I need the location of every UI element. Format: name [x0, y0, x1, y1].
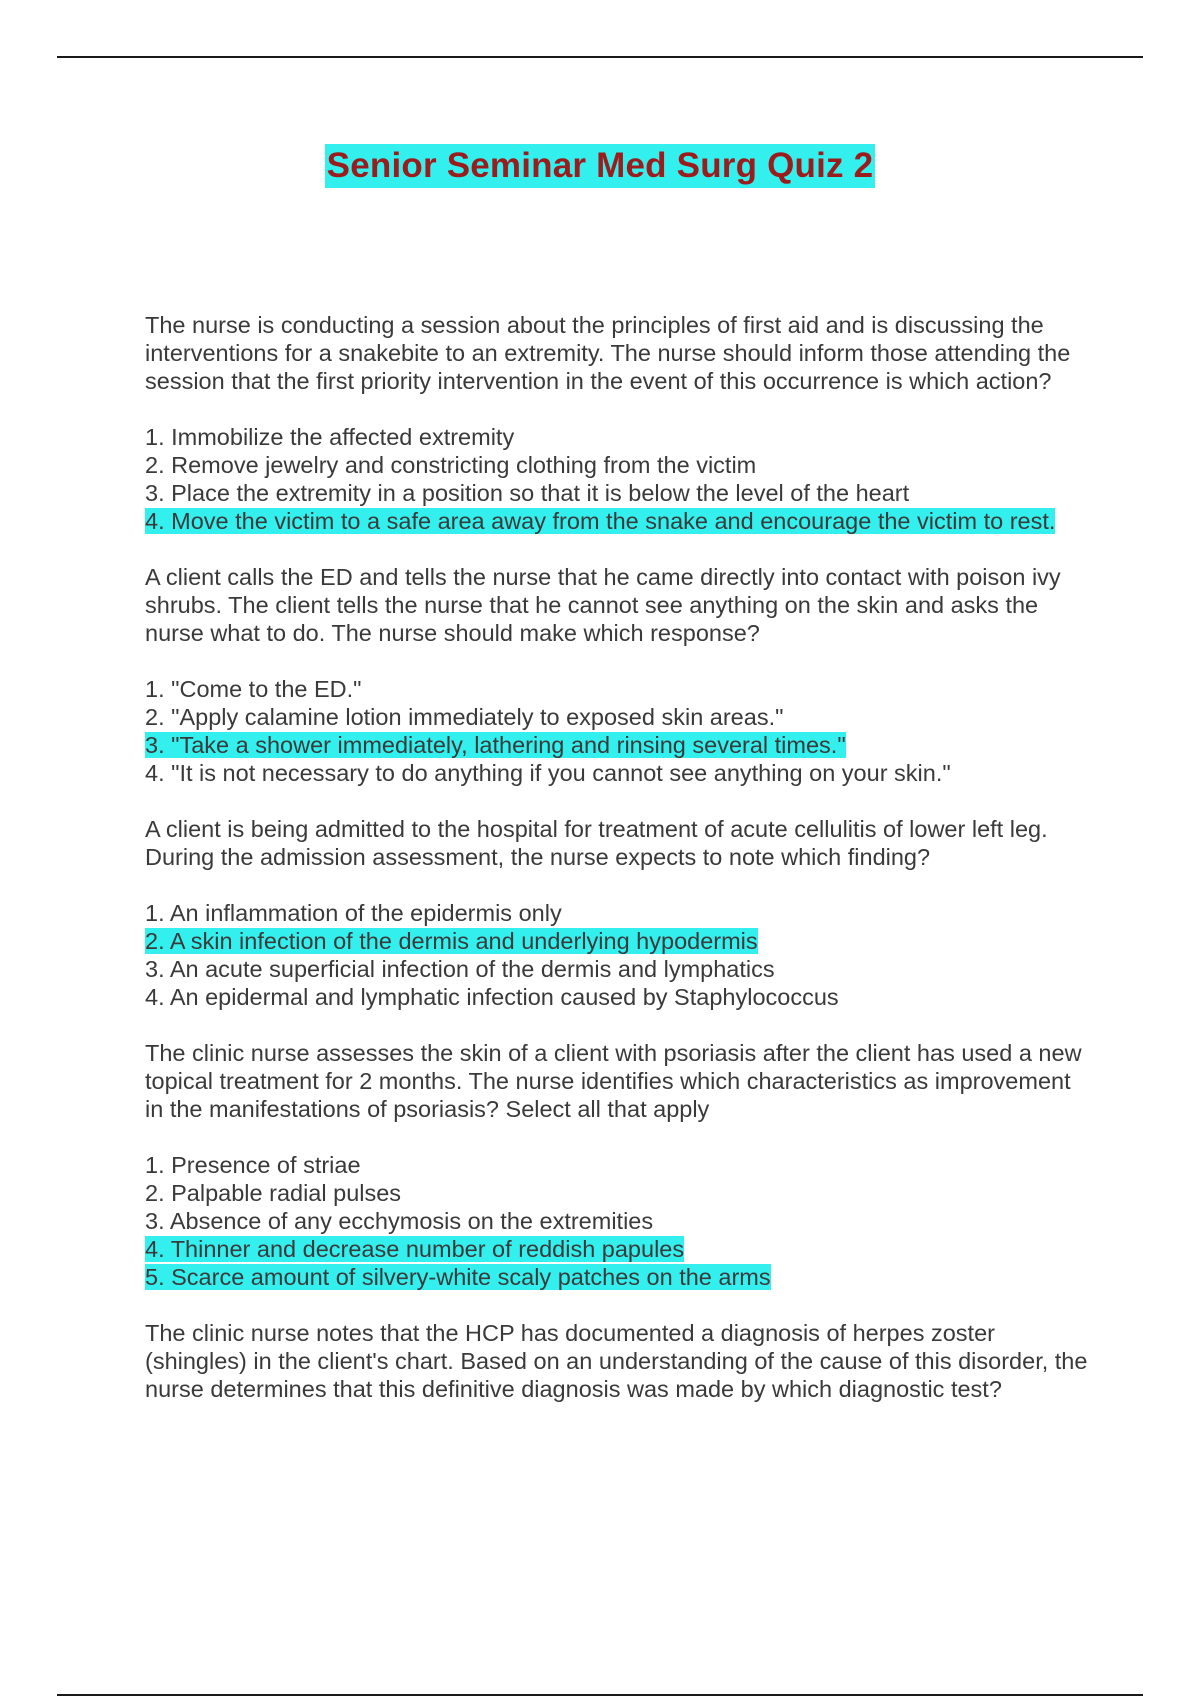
answer-options [145, 899, 1095, 1011]
answer-option: 3. Absence of any ecchymosis on the extremities [145, 1208, 654, 1234]
document-title: Senior Seminar Med Surg Quiz 2 [325, 144, 876, 188]
answer-option: 3. An acute superficial infection of the dermis and lymphatics [145, 956, 775, 982]
top-rule [57, 56, 1143, 58]
answer-option: 3. Place the extremity in a position so that it is below the level of the heart [145, 480, 910, 506]
answer-options [145, 1151, 1095, 1291]
question-5 [145, 1319, 1095, 1403]
answer-option-highlighted: 4. Move the victim to a safe area away from the snake and encourage the victim to rest. [145, 508, 1056, 534]
title-wrap [0, 144, 1200, 188]
answer-options [145, 675, 1095, 787]
question-stem: A client is being admitted to the hospital for treatment of acute cellulitis of lower left leg. During the admission assessment, the nurse expects to note which finding? [145, 816, 1048, 870]
answer-option-highlighted: 4. Thinner and decrease number of reddish papules [145, 1236, 685, 1262]
answer-option: 2. Remove jewelry and constricting clothing from the victim [145, 452, 757, 478]
answer-option: 2. Palpable radial pulses [145, 1180, 402, 1206]
question-3 [145, 815, 1095, 1011]
question-stem: A client calls the ED and tells the nurse that he came directly into contact with poison ivy shrubs. The client tells the nurse that he cannot see anything on the skin and asks the nurse what to do. The nurse should make which response? [145, 564, 1061, 646]
question-2 [145, 563, 1095, 787]
question-4 [145, 1039, 1095, 1291]
bottom-rule [57, 1694, 1143, 1696]
answer-option: 1. "Come to the ED." [145, 676, 362, 702]
answer-option: 1. An inflammation of the epidermis only [145, 900, 562, 926]
answer-options [145, 423, 1095, 535]
answer-option: 4. An epidermal and lymphatic infection caused by Staphylococcus [145, 984, 839, 1010]
answer-option: 1. Presence of striae [145, 1152, 361, 1178]
answer-option-highlighted: 3. "Take a shower immediately, lathering and rinsing several times." [145, 732, 846, 758]
answer-option-highlighted: 5. Scarce amount of silvery-white scaly patches on the arms [145, 1264, 771, 1290]
answer-option: 2. "Apply calamine lotion immediately to exposed skin areas." [145, 704, 784, 730]
answer-option-highlighted: 2. A skin infection of the dermis and underlying hypodermis [145, 928, 758, 954]
question-1 [145, 311, 1095, 535]
question-stem: The nurse is conducting a session about the principles of first aid and is discussing the interventions for a snakebite to an extremity. The nurse should inform those attending the session that the first priority intervention in the event of this occurrence is which action? [145, 312, 1071, 394]
quiz-content [145, 311, 1095, 1431]
question-stem: The clinic nurse notes that the HCP has documented a diagnosis of herpes zoster (shingles) in the client's chart. Based on an understanding of the cause of this disorder, the nurse determines that this definitive diagnosis was made by which diagnostic test? [145, 1320, 1088, 1402]
answer-option: 1. Immobilize the affected extremity [145, 424, 515, 450]
answer-option: 4. "It is not necessary to do anything if you cannot see anything on your skin." [145, 760, 951, 786]
question-stem: The clinic nurse assesses the skin of a client with psoriasis after the client has used a new topical treatment for 2 months. The nurse identifies which characteristics as improvement in the manifestations of psoriasis? Select all that apply [145, 1040, 1082, 1122]
